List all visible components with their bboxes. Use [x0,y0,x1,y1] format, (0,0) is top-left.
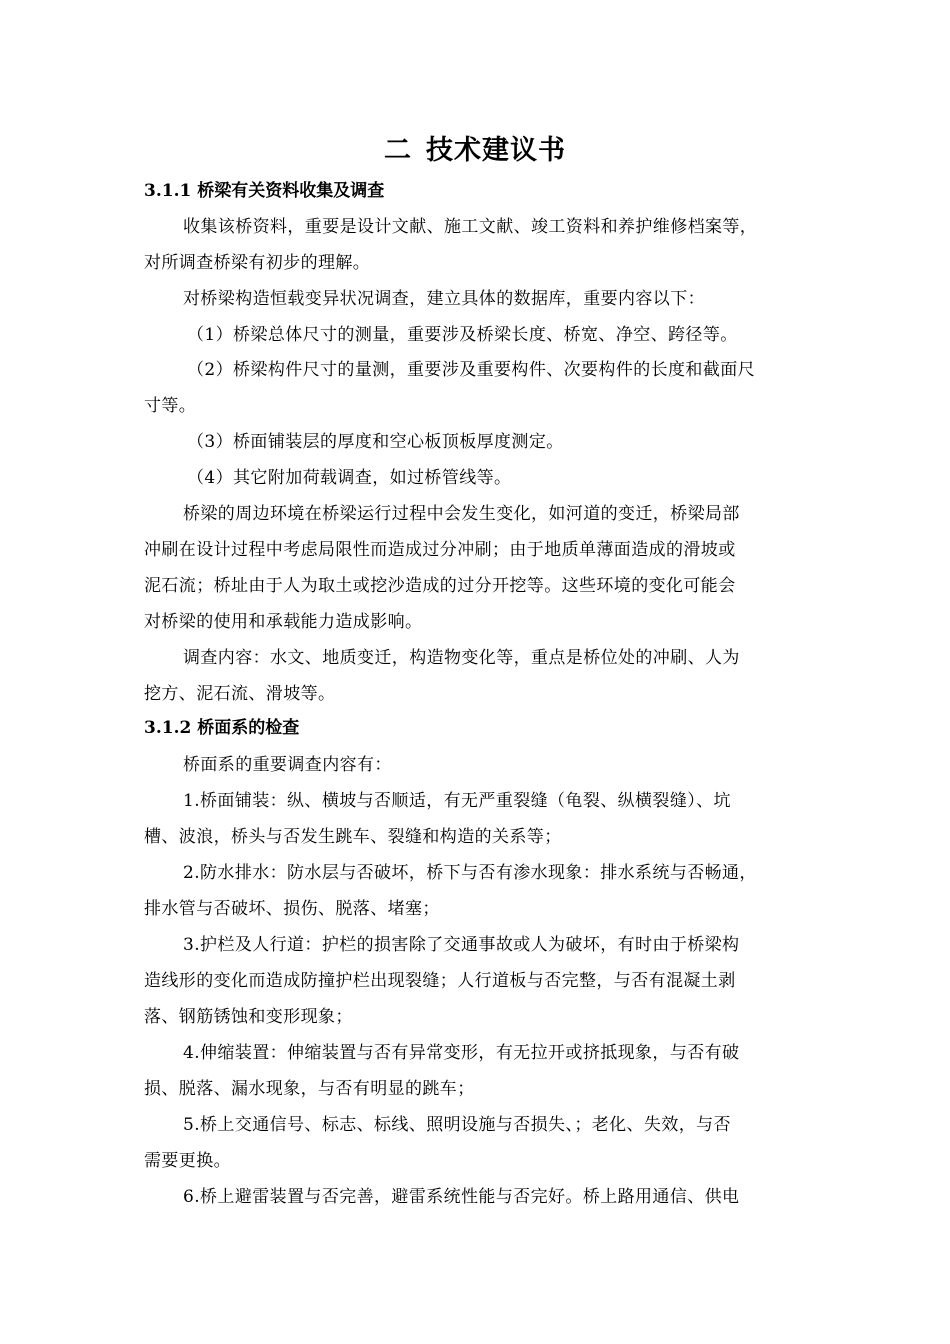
paragraph-line: 挖方、泥石流、滑坡等。 [144,684,336,704]
title-text: 技术建议书 [426,135,566,166]
list-item-line: （1）桥梁总体尺寸的测量，重要涉及桥梁长度、桥宽、净空、跨径等。 [187,325,738,345]
list-item-line: 槽、波浪，桥头与否发生跳车、裂缝和构造的关系等； [144,827,562,847]
paragraph-line: 收集该桥资料，重要是设计文献、施工文献、竣工资料和养护维修档案等， [183,217,758,237]
list-item-line: （2）桥梁构件尺寸的量测，重要涉及重要构件、次要构件的长度和截面尺 [187,360,756,380]
list-item-line: 损、脱落、漏水现象，与否有明显的跳车； [144,1079,475,1099]
paragraph-line: 对桥梁的使用和承载能力造成影响。 [144,612,423,632]
paragraph-line: 桥梁的周边环境在桥梁运行过程中会发生变化，如河道的变迁，桥梁局部 [183,504,740,524]
list-item-line: 落、钢筋锈蚀和变形现象； [144,1007,353,1027]
section-heading-3-1-2: 3.1.2 桥面系的检查 [144,718,300,738]
list-item-line: 2.防水排水：防水层与否破坏，桥下与否有渗水现象：排水系统与否畅通， [183,863,757,883]
title-number: 二 [384,135,412,166]
page-title [0,128,950,167]
paragraph-line: 调查内容：水文、地质变迁，构造物变化等，重点是桥位处的冲刷、人为 [183,648,740,668]
paragraph-line: 冲刷在设计过程中考虑局限性而造成过分冲刷；由于地质单薄面造成的滑坡或 [144,540,736,560]
paragraph-line: 对桥梁构造恒载变异状况调查，建立具体的数据库，重要内容以下： [183,289,705,309]
list-item-line: 3.护栏及人行道：护栏的损害除了交通事故或人为破坏，有时由于桥梁构 [183,935,740,955]
paragraph-line: 桥面系的重要调查内容有： [183,755,392,775]
paragraph-line: 对所调查桥梁有初步的理解。 [144,253,371,273]
list-item-line: 造线形的变化而造成防撞护栏出现裂缝；人行道板与否完整，与否有混凝土剥 [144,971,736,991]
list-item-line: 需要更换。 [144,1151,231,1171]
list-item-line: 5.桥上交通信号、标志、标线、照明设施与否损失、；老化、失效，与否 [183,1115,731,1135]
list-item-line: 1.桥面铺装：纵、横坡与否顺适，有无严重裂缝（龟裂、纵横裂缝）、坑 [183,791,731,811]
list-item-line: 寸等。 [144,396,197,416]
list-item-line: （4）其它附加荷载调查，如过桥管线等。 [187,468,512,488]
section-heading-3-1-1: 3.1.1 桥梁有关资料收集及调查 [144,181,385,201]
list-item-line: 6.桥上避雷装置与否完善，避雷系统性能与否完好。桥上路用通信、供电 [183,1187,740,1207]
list-item-line: 排水管与否破坏、损伤、脱落、堵塞； [144,899,440,919]
list-item-line: （3）桥面铺装层的厚度和空心板顶板厚度测定。 [187,432,564,452]
paragraph-line: 泥石流；桥址由于人为取土或挖沙造成的过分开挖等。这些环境的变化可能会 [144,576,736,596]
list-item-line: 4.伸缩装置：伸缩装置与否有异常变形，有无拉开或挤抵现象，与否有破 [183,1043,740,1063]
